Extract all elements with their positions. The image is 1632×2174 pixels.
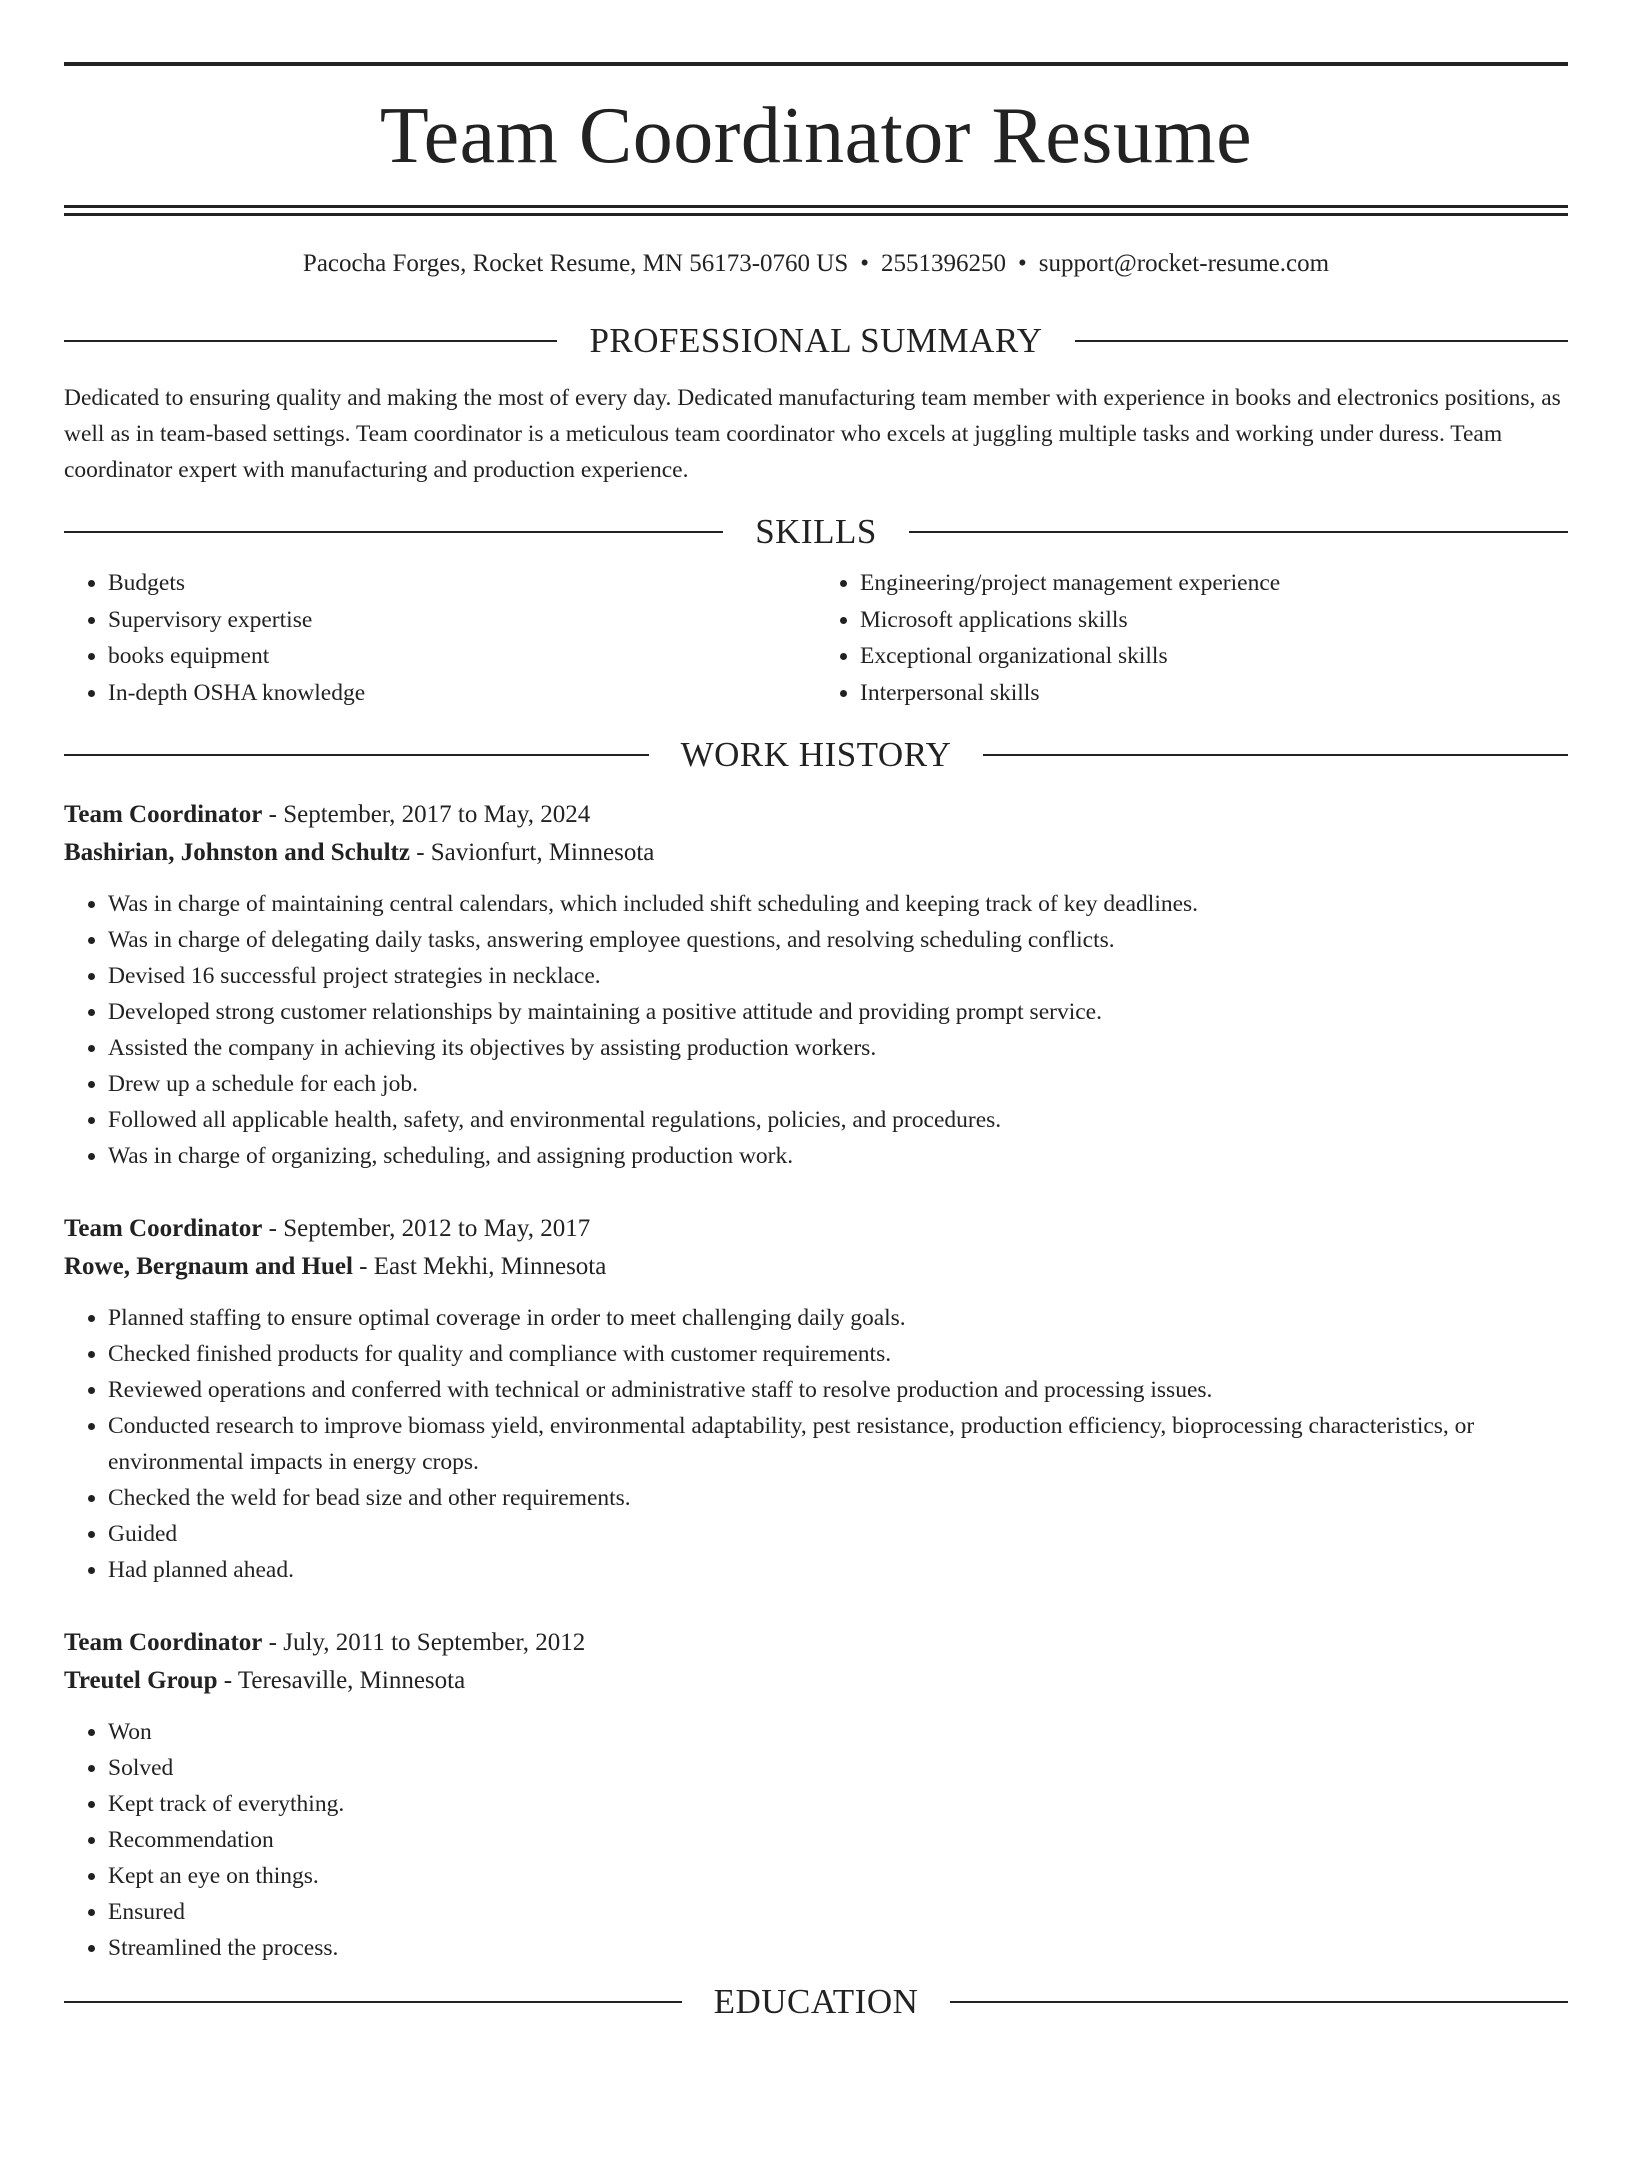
job-bullet: • Solved [108,1750,1568,1786]
heading-rule-right [983,754,1568,756]
skills-heading-label: SKILLS [755,512,877,551]
job-title: Team Coordinator [64,1629,263,1656]
job-bullet: • Checked the weld for bead size and other requirements. [108,1480,1568,1516]
job-bullet: • Had planned ahead. [108,1552,1568,1588]
skill-item: • Engineering/project management experience [860,565,1568,602]
contact-email: support@rocket-resume.com [1038,250,1330,277]
skills-column-right [816,565,1568,711]
job-bullet: • Conducted research to improve biomass yield, environmental adaptability, pest resistance, production efficiency, bioprocessing characteristics, or environmental impacts in energy crops. [108,1408,1568,1480]
education-heading [64,1984,1568,2019]
job-bullet: • Reviewed operations and conferred with technical or administrative staff to resolve production and processing issues. [108,1372,1568,1408]
heading-rule-left [64,754,649,756]
job-bullet: • Ensured [108,1894,1568,1930]
job-dates: - September, 2012 to May, 2017 [262,1215,591,1242]
heading-rule-left [64,531,723,533]
skill-item: • In-depth OSHA knowledge [108,675,816,712]
job-title: Team Coordinator [64,1215,263,1242]
job-bullet: • Won [108,1714,1568,1750]
job-bullet: • Planned staffing to ensure optimal coverage in order to meet challenging daily goals. [108,1300,1568,1336]
job-bullet: • Was in charge of delegating daily tasks, answering employee questions, and resolving scheduling conflicts. [108,922,1568,958]
heading-rule-left [64,340,557,342]
job-location: - East Mekhi, Minnesota [352,1253,607,1280]
job-bullet: • Kept an eye on things. [108,1858,1568,1894]
resume-page [0,62,1632,2174]
job-company: Bashirian, Johnston and Schultz [64,839,410,866]
work-heading [64,737,1568,772]
job-company: Treutel Group [64,1667,218,1694]
skills-heading [64,514,1568,549]
job-company-line [64,834,1568,872]
skills-list [64,565,1568,711]
job-bullet: • Streamlined the process. [108,1930,1568,1966]
job-bullet: • Drew up a schedule for each job. [108,1066,1568,1102]
contact-line [64,249,1568,279]
job-entry [64,1624,1568,1966]
job-bullet: • Was in charge of maintaining central calendars, which included shift scheduling and keeping track of key deadlines. [108,886,1568,922]
job-bullet: • Guided [108,1516,1568,1552]
skill-item: • Exceptional organizational skills [860,638,1568,675]
contact-phone: 2551396250 [881,250,1006,277]
job-title-line [64,1624,1568,1662]
summary-heading-label: PROFESSIONAL SUMMARY [589,321,1043,360]
skill-item: • Interpersonal skills [860,675,1568,712]
job-dates: - September, 2017 to May, 2024 [262,801,591,828]
job-bullet: • Assisted the company in achieving its objectives by assisting production workers. [108,1030,1568,1066]
job-bullets [64,886,1568,1174]
contact-separator: • [860,250,869,277]
job-bullet: • Kept track of everything. [108,1786,1568,1822]
heading-rule-right [950,2001,1568,2003]
job-title-line [64,796,1568,834]
job-company: Rowe, Bergnaum and Huel [64,1253,353,1280]
work-history [64,796,1568,1966]
skill-item: • Budgets [108,565,816,602]
contact-address: Pacocha Forges, Rocket Resume, MN 56173-0760 US [302,250,849,277]
contact-separator: • [1018,250,1027,277]
job-bullet: • Developed strong customer relationships by maintaining a positive attitude and providing prompt service. [108,994,1568,1030]
work-heading-label: WORK HISTORY [680,735,952,774]
job-entry [64,796,1568,1174]
job-bullets [64,1714,1568,1966]
job-bullets [64,1300,1568,1588]
job-bullet: • Devised 16 successful project strategies in necklace. [108,958,1568,994]
top-rule [64,62,1568,66]
heading-rule-left [64,2001,682,2003]
skills-column-left [64,565,816,711]
summary-text: Dedicated to ensuring quality and making the most of every day. Dedicated manufacturing team member with experience in books and electronics positions, as well as in team-based settings. Team coordinator is a meticulous team coordinator who excels at juggling multiple tasks and working under duress. Team coordinator expert with manufacturing and production experience. [64,385,1561,483]
summary-heading [64,323,1568,358]
job-location: - Teresaville, Minnesota [217,1667,466,1694]
job-bullet: • Was in charge of organizing, scheduling, and assigning production work. [108,1138,1568,1174]
title-double-rule [64,205,1568,216]
education-heading-label: EDUCATION [713,1982,919,2021]
job-bullet: • Followed all applicable health, safety, and environmental regulations, policies, and procedures. [108,1102,1568,1138]
job-bullet: • Checked finished products for quality and compliance with customer requirements. [108,1336,1568,1372]
heading-rule-right [909,531,1568,533]
job-title-line [64,1210,1568,1248]
job-bullet: • Recommendation [108,1822,1568,1858]
heading-rule-right [1075,340,1568,342]
job-location: - Savionfurt, Minnesota [409,839,655,866]
job-entry [64,1210,1568,1588]
job-company-line [64,1248,1568,1286]
skill-item: • Supervisory expertise [108,602,816,639]
job-title: Team Coordinator [64,801,263,828]
job-company-line [64,1662,1568,1700]
skill-item: • Microsoft applications skills [860,602,1568,639]
skill-item: • books equipment [108,638,816,675]
page-title: Team Coordinator Resume [379,92,1253,180]
job-dates: - July, 2011 to September, 2012 [262,1629,586,1656]
